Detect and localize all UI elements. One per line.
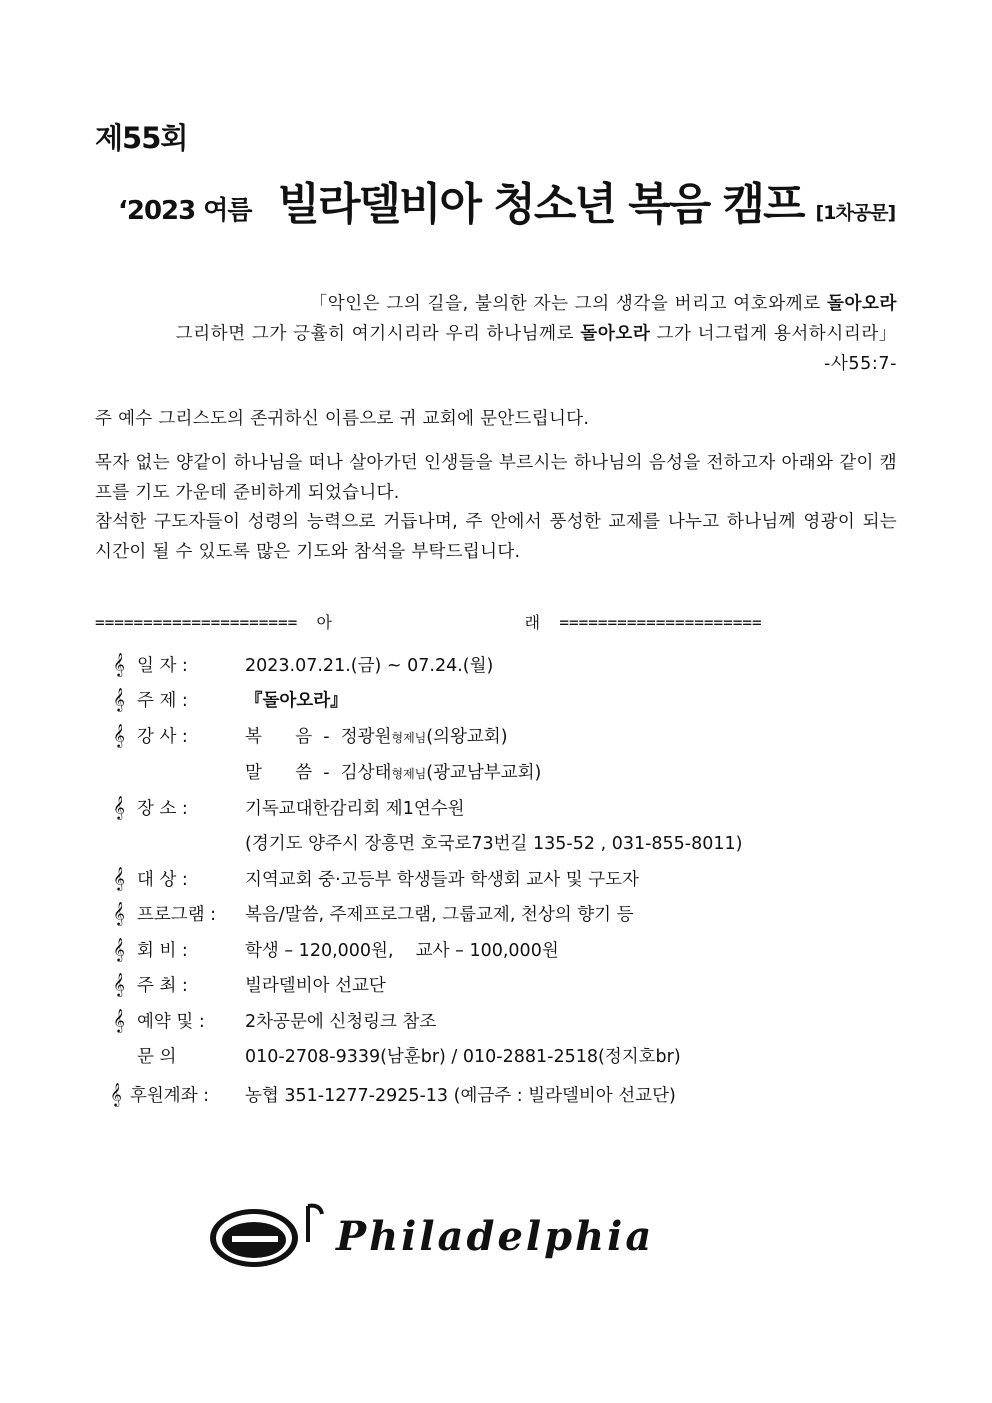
treble-clef-icon: 𝄞 <box>113 795 125 819</box>
detail-date <box>113 652 493 677</box>
detail-value: 농협 351-1277-2925-13 (예금주 : 빌라델비아 선교단) <box>245 1086 676 1106</box>
detail-label: 강 사 : <box>137 727 188 747</box>
detail-label: 대 상 : <box>137 870 188 890</box>
treble-clef-icon: 𝄞 <box>110 1082 122 1106</box>
treble-clef-icon: 𝄞 <box>113 723 125 747</box>
detail-speaker <box>113 723 508 748</box>
detail-label: 장 소 : <box>137 799 188 819</box>
title-tag: [1차공문] <box>815 202 896 224</box>
detail-value: 기독교대한감리회 제1연수원 <box>245 799 465 819</box>
detail-label: 후원계좌 : <box>130 1086 210 1106</box>
detail-target <box>113 866 639 891</box>
logo-text: Philadelphia <box>336 1213 655 1260</box>
verse-emphasis-2: 돌아오라 <box>580 324 651 344</box>
speaker-gospel: 복 음 - 정광원형제님(의왕교회) <box>245 727 508 747</box>
verse-reference: -사55:7- <box>823 354 897 374</box>
paragraph-2: 참석한 구도자들이 성령의 능력으로 거듭나며, 주 안에서 풍성한 교제를 나누고 하나님께 영광이 되는 시간이 될 수 있도록 많은 기도와 참석을 부탁드립니다. <box>95 512 897 562</box>
detail-value: 지역교회 중·고등부 학생들과 학생회 교사 및 구도자 <box>245 870 639 890</box>
speaker-word: 말 씀 - 김상태형제님(광교남부교회) <box>245 763 542 783</box>
detail-label: 주 제 : <box>137 691 188 711</box>
treble-clef-icon: 𝄞 <box>113 652 125 676</box>
detail-value: 복음/말씀, 주제프로그램, 그룹교제, 천상의 향기 등 <box>245 905 634 925</box>
treble-clef-icon: 𝄞 <box>113 687 125 711</box>
detail-theme <box>113 687 348 712</box>
detail-label: 회 비 : <box>137 941 188 961</box>
detail-account <box>110 1082 676 1107</box>
detail-venue <box>113 795 465 820</box>
title-main: 빌라델비아 청소년 복음 캠프 <box>277 179 804 230</box>
detail-value: 빌라델비아 선교단 <box>245 976 386 996</box>
detail-fee <box>113 937 559 962</box>
title-prefix: ‘2023 여름 <box>118 196 252 226</box>
detail-value: 2023.07.21.(금) ~ 07.24.(월) <box>245 656 494 676</box>
verse-emphasis-1: 돌아오라 <box>826 294 897 314</box>
detail-label: 예약 및 : <box>137 1012 205 1032</box>
detail-inquiry <box>113 1043 681 1068</box>
treble-clef-icon: 𝄞 <box>113 937 125 961</box>
detail-program <box>113 901 634 926</box>
detail-value: 010-2708-9339(남훈br) / 010-2881-2518(정지호br) <box>245 1047 681 1067</box>
detail-value: 2차공문에 신청링크 참조 <box>245 1012 437 1032</box>
treble-clef-icon: 𝄞 <box>113 1008 125 1032</box>
verse-line-1: 「악인은 그의 길을, 불의한 자는 그의 생각을 버리고 여호와께로 돌아오라 <box>309 294 897 314</box>
detail-value: 학생 – 120,000원, 교사 – 100,000원 <box>245 941 559 961</box>
detail-host <box>113 972 386 997</box>
edition-label: 제55회 <box>95 121 188 155</box>
treble-clef-icon: 𝄞 <box>113 901 125 925</box>
paragraph-1: 목자 없는 양같이 하나님을 떠나 살아가던 인생들을 부르시는 하나님의 음성을 전하고자 아래와 같이 캠프를 기도 가운데 준비하게 되었습니다. <box>95 453 897 503</box>
treble-clef-icon: 𝄞 <box>113 866 125 890</box>
philadelphia-logo <box>208 1200 788 1270</box>
venue-address: (경기도 양주시 장흥면 호국로73번길 135-52 , 031-855-8011) <box>245 834 743 854</box>
document-title <box>118 168 895 232</box>
detail-label: 일 자 : <box>137 656 188 676</box>
verse-line-2: 그리하면 그가 긍휼히 여기시리라 우리 하나님께로 돌아오라 그가 너그럽게 용서하시리라」 <box>175 324 897 344</box>
greeting: 주 예수 그리스도의 존귀하신 이름으로 귀 교회에 문안드립니다. <box>95 409 590 429</box>
detail-label: 문 의 <box>137 1047 177 1067</box>
detail-reservation <box>113 1008 436 1033</box>
treble-clef-icon: 𝄞 <box>113 972 125 996</box>
detail-label: 프로그램 : <box>137 905 217 925</box>
section-divider: ===================== 아 래 ===================== <box>95 613 762 632</box>
detail-value: 『돌아오라』 <box>245 691 348 711</box>
detail-label: 주 최 : <box>137 976 188 996</box>
